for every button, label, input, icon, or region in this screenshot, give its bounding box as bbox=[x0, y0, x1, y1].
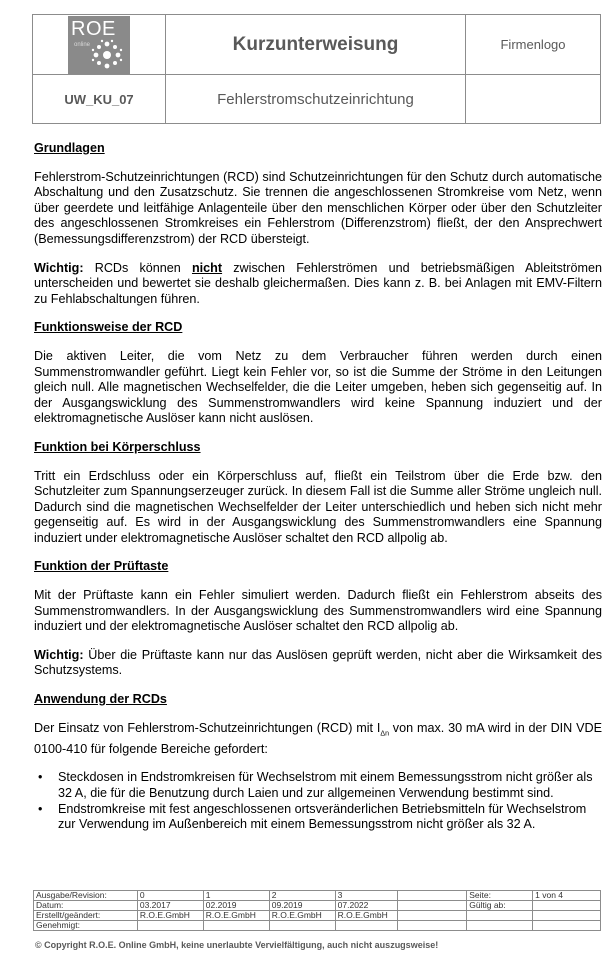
table-cell bbox=[269, 921, 335, 931]
note-label: Wichtig: bbox=[34, 260, 84, 275]
table-cell bbox=[533, 911, 601, 921]
table-cell bbox=[397, 921, 467, 931]
note-emphasis: nicht bbox=[191, 260, 223, 275]
table-row bbox=[34, 921, 601, 931]
table-cell bbox=[467, 911, 533, 921]
list-item bbox=[34, 802, 602, 833]
table-cell: 2 bbox=[269, 891, 335, 901]
revision-table bbox=[33, 890, 601, 931]
gear-pattern-icon bbox=[90, 38, 124, 72]
table-cell: R.O.E.GmbH bbox=[203, 911, 269, 921]
anwendung-text-pre: Der Einsatz von Fehlerstrom-Schutzeinrichtungen (RCD) mit I bbox=[34, 720, 381, 735]
section-heading-anwendung: Anwendung der RCDs bbox=[34, 692, 167, 707]
table-cell bbox=[137, 921, 203, 931]
table-cell bbox=[397, 901, 467, 911]
paragraph-funktionsweise: Die aktiven Leiter, die vom Netz zu dem Verbraucher führen werden durch einen Summenstromwandler geführt. Liegt kein Fehler vor, so ist die Summe der Ströme in den Leitungen gleich null. Alle magnetischen Wechselfelder, die die Leiter umgeben, heben sich gegenseitig auf. In der Ausgangswicklung des Summenstromwandlers wird keine Spannung induziert und der elektromagnetische Auslöser kann nicht auslösen. bbox=[34, 348, 602, 426]
logo-text: ROE bbox=[71, 17, 116, 40]
table-cell: Genehmigt: bbox=[34, 921, 138, 931]
note-pruefstaste bbox=[34, 648, 602, 679]
table-cell: 1 bbox=[203, 891, 269, 901]
document-header bbox=[32, 14, 601, 124]
page-title: Kurzunterweisung bbox=[232, 33, 399, 55]
paragraph-grundlagen: Fehlerstrom-Schutzeinrichtungen (RCD) sind Schutzeinrichtungen für den Schutz durch automatische Abschaltung und den Zusatzschutz. Sie trennen die angeschlossenen Stromkreise vom Netz, wenn über geerdete und leitfähige Anlagenteile über den menschlichen Körper oder über den Schutzleiter des angeschlossenen Stromkreises ein Fehlerstrom (Differenzstrom) fließt, der den Ansprechwert (Bemessungsdifferenzstrom) der RCD übersteigt. bbox=[34, 169, 602, 246]
company-logo-cell bbox=[466, 15, 600, 75]
table-cell bbox=[203, 921, 269, 931]
subtitle-cell bbox=[166, 75, 466, 123]
table-cell: Datum: bbox=[34, 901, 138, 911]
roe-logo bbox=[68, 16, 130, 74]
note-text-pre: RCDs können bbox=[94, 260, 181, 275]
table-cell: Ausgabe/Revision: bbox=[34, 891, 138, 901]
table-cell: 1 von 4 bbox=[533, 891, 601, 901]
table-cell: 03.2017 bbox=[137, 901, 203, 911]
table-cell: Gültig ab: bbox=[467, 901, 533, 911]
company-logo-placeholder: Firmenlogo bbox=[500, 37, 566, 52]
empty-cell bbox=[466, 75, 600, 123]
document-code: UW_KU_07 bbox=[64, 91, 134, 107]
delta-n-subscript: Δn bbox=[380, 730, 389, 738]
section-heading-pruefstaste: Funktion der Prüftaste bbox=[34, 559, 169, 574]
note-rcd-limitation bbox=[34, 261, 602, 308]
table-cell: 0 bbox=[137, 891, 203, 901]
logo-subtext: online bbox=[74, 41, 91, 48]
table-cell bbox=[397, 891, 467, 901]
list-item bbox=[34, 770, 602, 801]
table-cell bbox=[335, 921, 397, 931]
table-cell: 3 bbox=[335, 891, 397, 901]
list-item-text: Steckdosen in Endstromkreisen für Wechselstrom mit einem Bemessungsstrom nicht größer als 32 A, die für die Benutzung durch Laien und zur allgemeinen Verwendung bestimmt sind. bbox=[58, 770, 593, 800]
table-row bbox=[34, 901, 601, 911]
table-cell: R.O.E.GmbH bbox=[335, 911, 397, 921]
paragraph-pruefstaste: Mit der Prüftaste kann ein Fehler simuliert werden. Dadurch fließt ein Fehlerstrom abseits des Summenstromwandlers. In der Ausgangswicklung des Summenstromwandlers wird eine Spannung induziert und der elektromagnetische Auslöser schaltet den RCD allpolig ab. bbox=[34, 588, 602, 634]
table-cell: 07.2022 bbox=[335, 901, 397, 911]
bullet-icon: • bbox=[38, 801, 43, 816]
bullet-list bbox=[34, 770, 602, 832]
table-cell: 02.2019 bbox=[203, 901, 269, 911]
section-heading-funktionsweise: Funktionsweise der RCD bbox=[34, 320, 183, 335]
document-code-cell bbox=[33, 75, 166, 123]
table-cell bbox=[467, 921, 533, 931]
table-cell: 09.2019 bbox=[269, 901, 335, 911]
paragraph-anwendung bbox=[34, 721, 602, 758]
section-heading-grundlagen: Grundlagen bbox=[34, 141, 105, 155]
list-item-text: Endstromkreise mit fest angeschlossenen ortsveränderlichen Betriebsmitteln für Wechselstrom zur Verwendung im Außenbereich mit einem Bemessungsstrom nicht größer als 32 A. bbox=[58, 801, 587, 832]
table-row bbox=[34, 891, 601, 901]
table-row bbox=[34, 911, 601, 921]
note-label: Wichtig: bbox=[34, 647, 84, 662]
anwendung-text-post: von max. 30 mA wird in der DIN VDE 0100-410 für folgende Bereiche gefordert: bbox=[34, 720, 603, 756]
bullet-icon: • bbox=[38, 770, 43, 785]
table-cell bbox=[533, 901, 601, 911]
copyright-notice: © Copyright R.O.E. Online GmbH, keine unerlaubte Vervielfältigung, auch nicht auszugsweise! bbox=[35, 940, 439, 950]
table-cell: Seite: bbox=[467, 891, 533, 901]
document-subtitle: Fehlerstromschutzeinrichtung bbox=[217, 90, 414, 108]
table-cell bbox=[533, 921, 601, 931]
logo-cell bbox=[33, 15, 166, 75]
note-text-post: zwischen Fehlerströmen und betriebsmäßigen Ableitströmen unterscheiden und bewertet sie deshalb gleichermaßen. Dies kann z. B. bei Anlagen mit EMV-Filtern zu Fehlabschaltungen führen. bbox=[34, 260, 603, 306]
section-heading-koerperschluss: Funktion bei Körperschluss bbox=[34, 439, 201, 454]
note-text: Über die Prüftaste kann nur das Auslösen geprüft werden, nicht aber die Wirksamkeit des Schutzsystems. bbox=[34, 647, 602, 678]
table-cell: Erstellt/geändert: bbox=[34, 911, 138, 921]
table-cell: R.O.E.GmbH bbox=[269, 911, 335, 921]
title-cell bbox=[166, 15, 466, 75]
table-cell bbox=[397, 911, 467, 921]
document-body bbox=[34, 141, 602, 833]
paragraph-koerperschluss: Tritt ein Erdschluss oder ein Körperschluss auf, fließt ein Teilstrom über die Erde bzw. den Schutzleiter zum Spannungserzeuger zurück. In diesem Fall ist die Summe aller Ströme ungleich null. Dadurch sind die magnetischen Wechselfelder der Leiter unterschiedlich und heben sich nicht mehr gegenseitig auf. Es wird in der Ausgangswicklung des Summenstromwandlers eine Spannung induziert under elektromagnetische Auslöser schaltet den RCD allpolig ab. bbox=[34, 468, 602, 545]
table-cell: R.O.E.GmbH bbox=[137, 911, 203, 921]
